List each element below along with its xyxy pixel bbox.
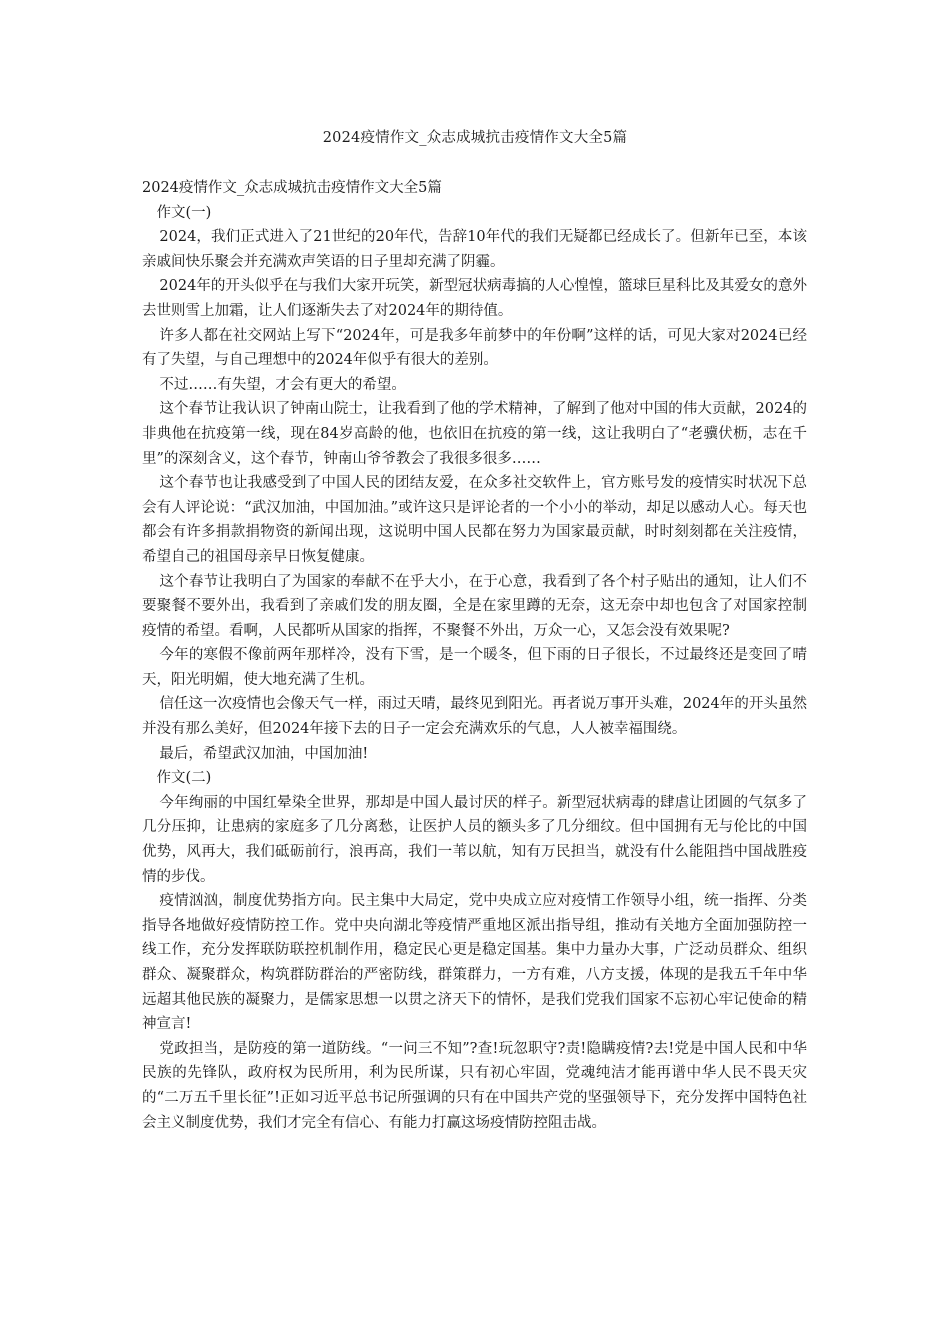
section-heading-2: 作文(二) (156, 770, 212, 787)
paragraph: 这个春节让我明白了为国家的奉献不在乎大小，在于心意，我看到了各个村子贴出的通知，让人们不要聚餐不要外出，我看到了亲戚们发的朋友圈，全是在家里蹲的无奈，这无奈中却也包含了对国家控制疫情的希望。看啊，人民都听从国家的指挥，不聚餐不外出，万众一心，又怎会没有效果呢? (142, 573, 807, 639)
section-heading-1: 作文(一) (156, 204, 212, 221)
paragraph: 最后，希望武汉加油，中国加油! (159, 745, 369, 762)
paragraph: 党政担当，是防疫的第一道防线。“一问三不知”?查!玩忽职守?责!隐瞒疫情?去!党是中国人民和中华民族的先锋队，政府权为民所用，利为民所谋，只有初心牢固，党魂纯洁才能再谱中华人民不畏天灾的“二万五千里长征”!正如习近平总书记所强调的只有在中国共产党的坚强领导下，充分发挥中国特色社会主义制度优势，我们才完全有信心、有能力打赢这场疫情防控阻击战。 (142, 1040, 807, 1131)
document-subtitle: 2024疫情作文_众志成城抗击疫情作文大全5篇 (142, 180, 442, 196)
document-body (142, 176, 807, 1135)
paragraph: 这个春节也让我感受到了中国人民的团结友爱，在众多社交软件上，官方账号发的疫情实时状况下总会有人评论说：“武汉加油，中国加油。”或许这只是评论者的一个小小的举动，却足以感动人心。每天也都会有许多捐款捐物资的新闻出现，这说明中国人民都在努力为国家最贡献，时时刻刻都在关注疫情，希望自己的祖国母亲早日恢复健康。 (142, 475, 807, 565)
paragraph: 疫情汹汹，制度优势指方向。民主集中大局定，党中央成立应对疫情工作领导小组，统一指挥、分类指导各地做好疫情防控工作。党中央向湖北等疫情严重地区派出指导组，推动有关地方全面加强防控一线工作，充分发挥联防联控机制作用，稳定民心更是稳定国基。集中力量办大事，广泛动员群众、组织群众、凝聚群众，构筑群防群治的严密防线，群策群力，一方有难，八方支援，体现的是我五千年中华远超其他民族的凝聚力，是儒家思想一以贯之济天下的情怀，是我们党我们国家不忘初心牢记使命的精神宣言! (142, 893, 807, 1033)
paragraph: 信任这一次疫情也会像天气一样，雨过天晴，最终见到阳光。再者说万事开头难，2024年的开头虽然并没有那么美好，但2024年接下去的日子一定会充满欢乐的气息，人人被幸福围绕。 (142, 696, 807, 738)
paragraph: 2024年的开头似乎在与我们大家开玩笑，新型冠状病毒搞的人心惶惶，篮球巨星科比及其爱女的意外去世则雪上加霜，让人们逐渐失去了对2024年的期待值。 (142, 278, 807, 319)
paragraph: 许多人都在社交网站上写下“2024年，可是我多年前梦中的年份啊”这样的话，可见大家对2024已经有了失望，与自己理想中的2024年似乎有很大的差别。 (142, 327, 807, 369)
paragraph: 2024，我们正式进入了21世纪的20年代，告辞10年代的我们无疑都已经成长了。但新年已至，本该亲戚间快乐聚会并充满欢声笑语的日子里却充满了阴霾。 (142, 229, 807, 270)
paragraph: 这个春节让我认识了钟南山院士，让我看到了他的学术精神，了解到了他对中国的伟大贡献，2024的非典他在抗疫第一线，现在84岁高龄的他，也依旧在抗疫的第一线，这让我明白了“老骥伏枥，志在千里”的深刻含义，这个春节，钟南山爷爷教会了我很多很多…… (142, 401, 807, 467)
paragraph: 不过……有失望，才会有更大的希望。 (159, 376, 406, 393)
document-title: 2024疫情作文_众志成城抗击疫情作文大全5篇 (322, 130, 628, 146)
paragraph: 今年的寒假不像前两年那样冷，没有下雪，是一个暖冬，但下雨的日子很长，不过最终还是变回了晴天，阳光明媚，使大地充满了生机。 (142, 647, 807, 688)
paragraph: 今年绚丽的中国红晕染全世界，那却是中国人最讨厌的样子。新型冠状病毒的肆虐让团圆的气氛多了几分压抑，让患病的家庭多了几分离愁，让医护人员的额头多了几分细纹。但中国拥有无与伦比的中国优势，风再大，我们砥砺前行，浪再高，我们一苇以航，知有万民担当，就没有什么能阻挡中国战胜疫情的步伐。 (142, 794, 807, 885)
